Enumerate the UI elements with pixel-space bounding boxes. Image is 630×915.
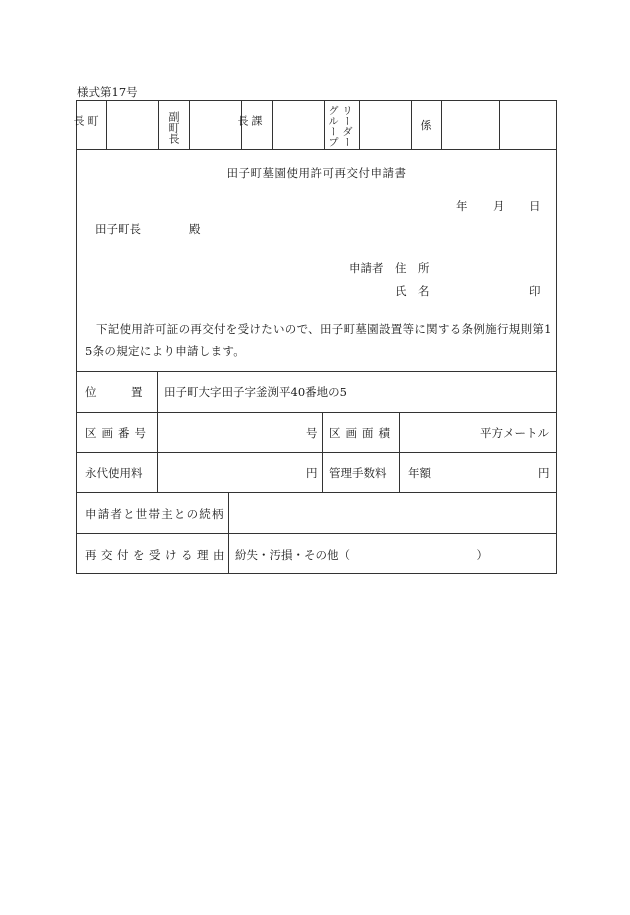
management-fee-prefix: 年額 [408, 466, 431, 480]
management-fee-label: 管理手数料 [329, 466, 387, 480]
col-divider [157, 371, 158, 492]
stamp-label-mayor: 町長 [72, 114, 99, 140]
stamp-label-group-leader-1: リーダー [341, 105, 353, 147]
document-title: 田子町墓園使用許可再交付申請書 [226, 166, 407, 180]
col-divider [322, 412, 323, 492]
row-divider [77, 412, 556, 413]
body-text-line-1: 下記使用許可証の再交付を受けたいので、田子町墓園設置等に関する条例施行規則第1 [96, 322, 552, 336]
plot-area-label: 区画面積 [329, 426, 395, 440]
stamp-label-section-chief: 課長 [236, 114, 263, 140]
seal-mark: 印 [529, 284, 541, 298]
stamp-label-deputy-mayor: 副町長 [167, 110, 180, 144]
stamp-label-staff: 係 [420, 119, 432, 132]
perpetual-fee-unit: 円 [306, 466, 318, 480]
approval-stamp-table [72, 100, 557, 150]
stamp-divider [499, 101, 500, 149]
honorific: 殿 [189, 222, 201, 236]
stamp-label-group-leader-2: グループ [327, 105, 339, 147]
date-year: 年 [456, 199, 468, 213]
row-divider [77, 492, 556, 493]
location-value: 田子町大字田子字釜渕平40番地の5 [164, 385, 347, 399]
perpetual-fee-label: 永代使用料 [85, 466, 143, 480]
address-label: 住 所 [395, 261, 430, 275]
plot-number-unit: 号 [306, 426, 318, 440]
stamp-divider [441, 101, 442, 149]
form-number: 様式第17号 [77, 85, 138, 99]
stamp-divider [411, 101, 412, 149]
stamp-divider [158, 101, 159, 149]
plot-number-label: 区画番号 [85, 426, 151, 440]
row-divider [77, 371, 556, 372]
name-label: 氏 名 [395, 284, 430, 298]
location-label: 位 置 [85, 385, 143, 399]
stamp-divider [272, 101, 273, 149]
plot-area-unit: 平方メートル [480, 426, 549, 440]
stamp-divider [106, 101, 107, 149]
row-divider [77, 533, 556, 534]
relationship-label: 申請者と世帯主との続柄 [85, 507, 225, 521]
applicant-label: 申請者 [349, 261, 384, 275]
date-month: 月 [493, 199, 505, 213]
reason-value: 紛失・汚損・その他（ ） [235, 548, 488, 562]
application-form [76, 150, 557, 574]
row-divider [77, 452, 556, 453]
body-text-line-2: 5条の規定により申請します。 [85, 344, 246, 358]
stamp-divider [189, 101, 190, 149]
addressee: 田子町長 [95, 222, 141, 236]
date-day: 日 [529, 199, 541, 213]
stamp-divider [324, 101, 325, 149]
management-fee-unit: 円 [538, 466, 550, 480]
reason-label: 再交付を受ける理由 [85, 548, 229, 562]
stamp-divider [359, 101, 360, 149]
col-divider [399, 412, 400, 492]
